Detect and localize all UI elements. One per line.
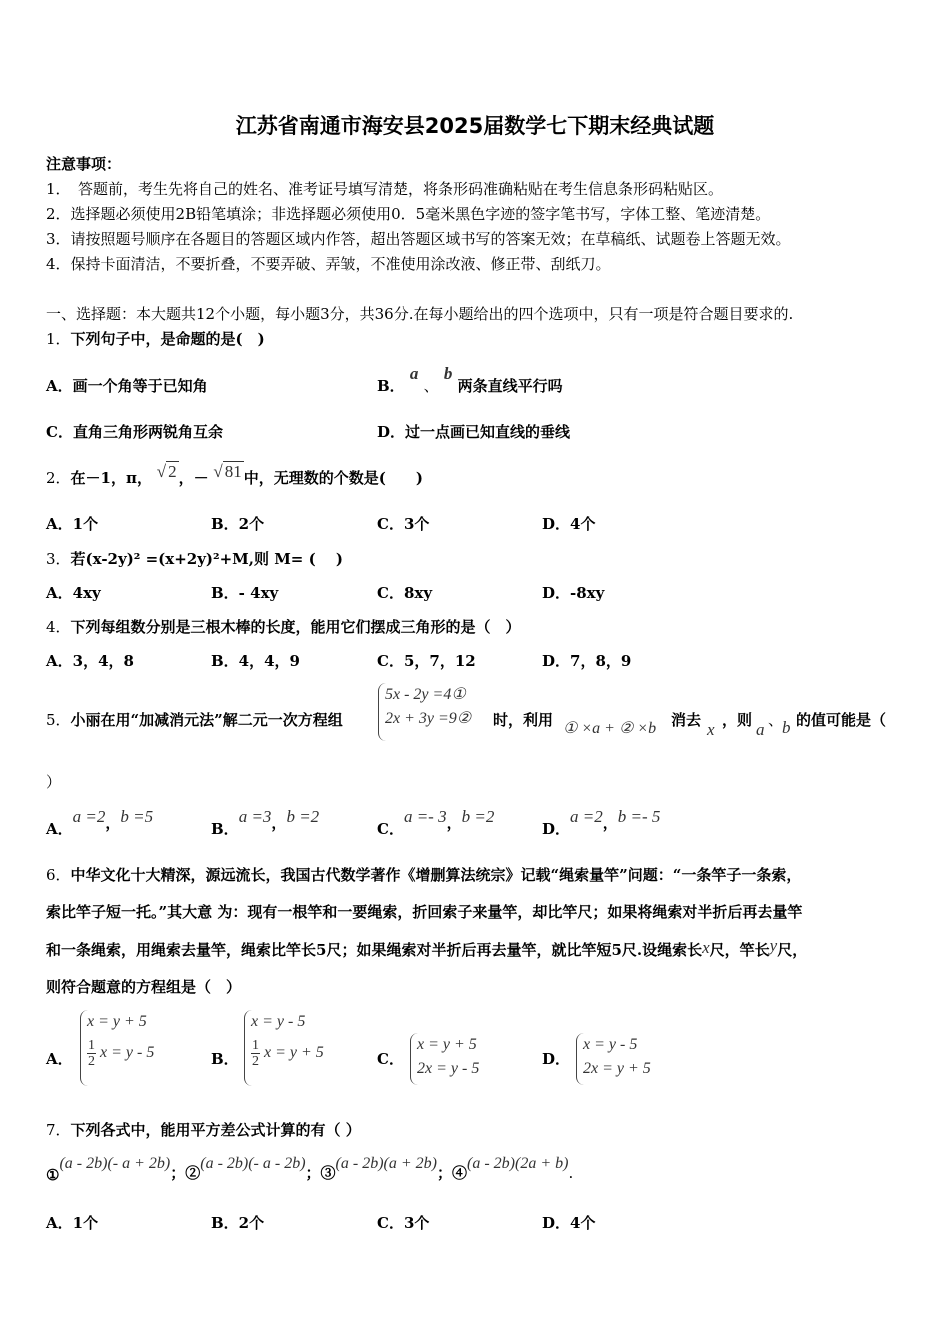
notice-item: 1． 答题前，考生先将自己的姓名、准考证号填写清楚，将条形码准确粘贴在考生信息条形码粘贴区。 — [46, 180, 724, 198]
question-6 — [46, 864, 801, 885]
q4-option-a: A．3，4，8 — [46, 652, 134, 670]
question-stem-line: 则符合题意的方程组是（ ） — [46, 978, 242, 996]
notice-item: 2．选择题必须使用2B铅笔填涂；非选择题必须使用0．5毫米黑色字迹的签字笔书写，字体工整、笔迹清楚。 — [46, 205, 771, 223]
equation-1: 5x - 2y =4① — [385, 686, 466, 703]
question-stem-part: ） — [46, 773, 62, 791]
question-4 — [46, 616, 521, 637]
option-text: 两条直线平行吗 — [457, 377, 563, 395]
value-b: b =5 — [120, 807, 154, 826]
value-b: b =- 5 — [617, 807, 661, 826]
q2-option-c: C．3个 — [377, 515, 430, 533]
notice-heading: 注意事项： — [46, 155, 122, 173]
question-7 — [46, 1119, 361, 1140]
question-number: 3． — [46, 550, 71, 568]
option-label: D． — [542, 820, 571, 838]
q5-option-b: B．a =3，b =2 — [211, 807, 320, 838]
q6-option-a-system: x = y + 5 $\frac{1}{2}$ x = y - 5 — [80, 1010, 154, 1086]
q1-option-b — [377, 364, 563, 396]
option-label: C． — [377, 820, 404, 838]
q4-option-d: D．7，8，9 — [542, 652, 632, 670]
notice-item: 3．请按照题号顺序在各题目的答题区域内作答，超出答题区域书写的答案无效；在草稿纸、试题卷上答题无效。 — [46, 230, 791, 248]
q7-expressions: ①(a - 2b)(- a + 2b)；②(a - 2b)(- a - 2b)；③(a - 2b)(a + 2b)；④(a - 2b)(2a + b). — [46, 1155, 574, 1184]
notice-item: 4．保持卡面清洁，不要折叠，不要弄破、弄皱，不准使用涂改液、修正带、刮纸刀。 — [46, 255, 611, 273]
value-a: a =- 3 — [403, 807, 447, 826]
q6-option-b-system: x = y - 5 $\frac{1}{2}$ x = y + 5 — [244, 1010, 324, 1086]
question-stem-line: 和一条绳索，用绳索去量竿，绳索比竿长5尺；如果绳索对半折后再去量竿，就比竿短5尺.设绳索长x尺，竿长y尺， — [46, 936, 808, 959]
question-1 — [46, 328, 265, 349]
q1-option-c: C．直角三角形两锐角互余 — [46, 423, 223, 441]
q1-option-a: A．画一个角等于已知角 — [46, 377, 208, 395]
q2-option-d: D．4个 — [542, 515, 596, 533]
question-stem-part: ，－ — [178, 469, 209, 487]
var-x: x — [707, 720, 715, 739]
q2-option-b: B．2个 — [211, 515, 265, 533]
question-stem-line: 中华文化十大精深，源远流长，我国古代数学著作《增删算法统宗》记载“绳索量竿”问题：“一条竿子一条索， — [70, 866, 802, 884]
q5-option-c: C．a =- 3，b =2 — [377, 807, 495, 838]
sqrt-81: √ 81 — [213, 462, 242, 481]
q2-option-a: A．1个 — [46, 515, 99, 533]
q7-option-a: A．1个 — [46, 1214, 99, 1232]
question-number: 1． — [46, 330, 71, 348]
expr-mark: ；② — [170, 1164, 201, 1182]
expr-2: (a - 2b)(- a - 2b) — [200, 1155, 306, 1172]
var-b: b — [443, 364, 453, 383]
q5-equation-system — [378, 683, 471, 741]
expr-mark: ① — [46, 1166, 60, 1184]
q4-option-b: B．4，4，9 — [211, 652, 300, 670]
option-label: A． — [46, 820, 73, 838]
value-a: a =2 — [570, 807, 603, 826]
sqrt-2: √ 2 — [156, 462, 177, 481]
question-stem-part: 在－1，π， — [70, 469, 152, 487]
question-stem-part: 的值可能是（ — [796, 711, 887, 729]
var-y: y — [769, 936, 778, 955]
expr-mark: ；③ — [305, 1164, 336, 1182]
question-stem: 下列每组数分别是三根木棒的长度，能用它们摆成三角形的是（ ） — [70, 618, 521, 636]
section-heading: 一、选择题：本大题共12个小题，每小题3分，共36分.在每小题给出的四个选项中，只有一项是符合题目要求的. — [46, 305, 794, 323]
question-number: 5． — [46, 711, 71, 729]
q6-option-c-system: x = y + 5 2x = y - 5 — [410, 1033, 479, 1085]
q3-option-c: C．8xy — [377, 584, 433, 602]
q3-option-d: D．-8xy — [542, 584, 605, 602]
question-number: 6． — [46, 866, 71, 884]
q7-option-b: B．2个 — [211, 1214, 265, 1232]
question-number: 7． — [46, 1121, 71, 1139]
question-stem: 若(x-2y)² =(x+2y)²+M,则 M= ( ) — [70, 550, 344, 568]
question-stem: 下列各式中，能用平方差公式计算的有（ ） — [70, 1121, 361, 1139]
var-b: b — [782, 718, 791, 737]
q1-option-d: D．过一点画已知直线的垂线 — [377, 423, 571, 441]
separator: 、 — [768, 711, 784, 729]
separator: 、 — [423, 377, 439, 395]
question-number: 2． — [46, 469, 71, 487]
q5-option-a: A．a =2，b =5 — [46, 807, 154, 838]
option-label: D． — [542, 1050, 571, 1068]
question-stem: 下列句子中，是命题的是( ) — [70, 330, 265, 348]
question-2 — [46, 462, 423, 488]
question-stem-part: 消去 — [671, 711, 702, 729]
expr-1: (a - 2b)(- a + 2b) — [59, 1155, 171, 1172]
question-number: 4． — [46, 618, 71, 636]
var-a: a — [756, 720, 765, 739]
q3-option-a: A．4xy — [46, 584, 101, 602]
value-a: a =2 — [72, 807, 106, 826]
q5-option-d: D．a =2，b =- 5 — [542, 807, 661, 838]
option-label: C． — [377, 1050, 404, 1068]
q4-option-c: C．5，7，12 — [377, 652, 476, 670]
page-title: 江苏省南通市海安县2025届数学七下期末经典试题 — [235, 114, 715, 138]
value-b: b =2 — [461, 807, 495, 826]
option-label: B． — [211, 1050, 239, 1068]
question-3 — [46, 548, 343, 569]
value-b: b =2 — [286, 807, 320, 826]
question-stem-part: ，则 — [722, 711, 753, 729]
q5-combination: ① ×a + ② ×b — [563, 720, 657, 737]
equation-2: 2x + 3y =9② — [385, 710, 472, 727]
expr-3: (a - 2b)(a + 2b) — [335, 1155, 437, 1172]
q3-option-b: B．- 4xy — [211, 584, 279, 602]
option-label: B． — [377, 377, 405, 395]
q7-option-d: D．4个 — [542, 1214, 596, 1232]
var-a: a — [409, 364, 419, 383]
question-5 — [46, 709, 343, 730]
expr-mark: ；④ — [436, 1164, 467, 1182]
var-x: x — [702, 938, 710, 957]
option-label: A． — [46, 1050, 73, 1068]
q6-option-d-system: x = y - 5 2x = y + 5 — [576, 1033, 651, 1085]
value-a: a =3 — [238, 807, 272, 826]
option-label: B． — [211, 820, 239, 838]
question-stem-part: 时，利用 — [493, 711, 554, 729]
question-stem-part: 小丽在用“加减消元法”解二元一次方程组 — [70, 711, 343, 729]
q7-option-c: C．3个 — [377, 1214, 430, 1232]
question-stem-line: 索比竿子短一托。”其大意 为：现有一根竿和一要绳索，折回索子来量竿，却比竿尺；如果将绳索对半折后再去量竿 — [46, 903, 803, 921]
question-stem-part: 中，无理数的个数是( ) — [243, 469, 423, 487]
expr-4: (a - 2b)(2a + b) — [467, 1155, 569, 1172]
